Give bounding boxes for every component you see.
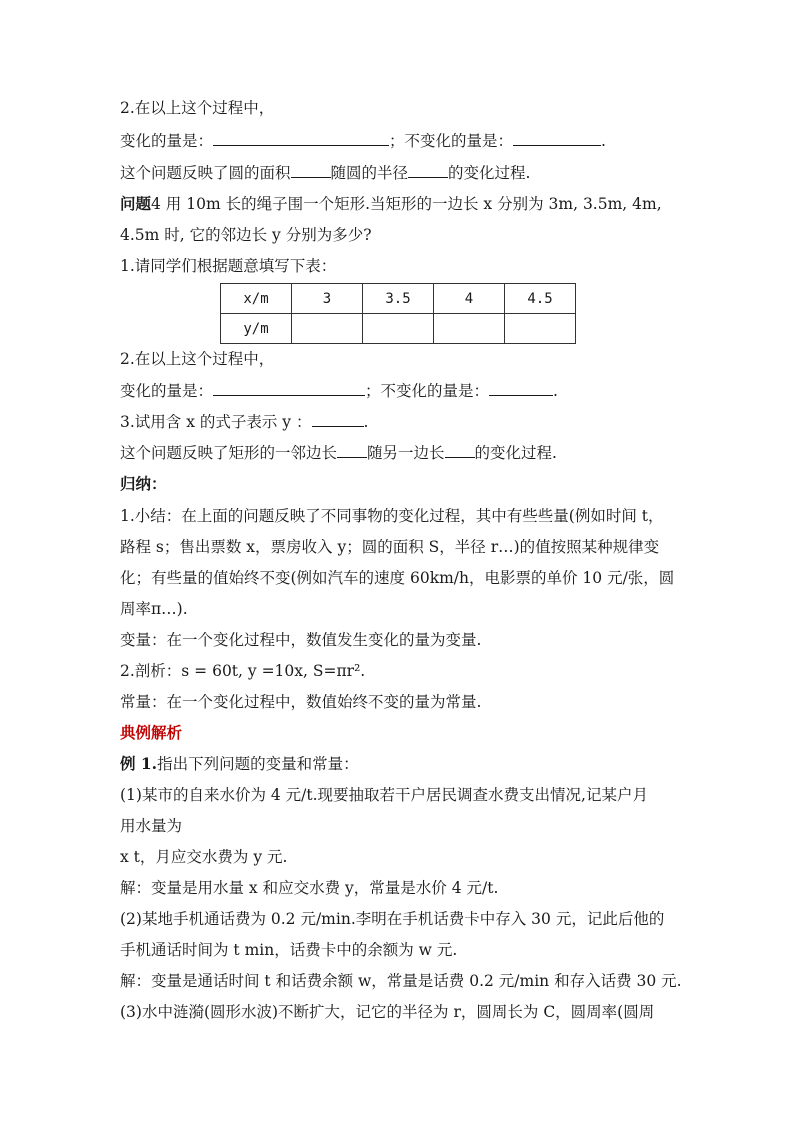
text: 4 用 10m 长的绳子围一个矩形.当矩形的一边长 x 分别为 3m, 3.5m, 4m, bbox=[151, 195, 662, 213]
fill-blank[interactable] bbox=[489, 381, 553, 396]
text-line bbox=[120, 816, 182, 836]
text: (2)某地手机通话费为 0.2 元/min.李明在手机话费卡中存入 30 元，记此后他的 bbox=[120, 910, 665, 928]
fill-blank[interactable] bbox=[312, 412, 364, 427]
table-input-cell[interactable] bbox=[292, 314, 363, 344]
text: 变量：在一个变化过程中，数值发生变化的量为变量. bbox=[120, 631, 482, 649]
text-line bbox=[120, 754, 359, 774]
table-row bbox=[221, 284, 576, 314]
text: 3.试用含 x 的式子表示 y ： bbox=[120, 413, 312, 431]
text: 2.在以上这个过程中， bbox=[120, 350, 275, 368]
fill-blank[interactable] bbox=[513, 131, 601, 146]
text-line bbox=[120, 194, 662, 214]
text-line bbox=[120, 506, 664, 526]
text: 的变化过程. bbox=[448, 164, 531, 182]
text-line bbox=[120, 131, 606, 151]
fill-blank[interactable] bbox=[337, 443, 367, 458]
section-heading bbox=[120, 474, 167, 494]
table-cell: 4 bbox=[434, 284, 505, 314]
fill-blank[interactable] bbox=[213, 131, 389, 146]
text: 变化的量是： bbox=[120, 132, 214, 150]
table-cell: 3 bbox=[292, 284, 363, 314]
text: 手机通话时间为 t min，话费卡中的余额为 w 元. bbox=[120, 941, 458, 959]
fill-blank[interactable] bbox=[408, 163, 448, 178]
text: (1)某市的自来水价为 4 元/t.现要抽取若干户居民调查水费支出情况,记某户月 bbox=[120, 786, 648, 804]
text: . bbox=[553, 382, 558, 400]
table-cell: y/m bbox=[221, 314, 292, 344]
text: 2.在以上这个过程中， bbox=[120, 99, 275, 117]
text-line bbox=[120, 785, 648, 805]
text-line bbox=[120, 909, 664, 929]
text-line bbox=[120, 847, 287, 867]
text: 1.请同学们根据题意填写下表： bbox=[120, 257, 337, 275]
text: 随另一边长 bbox=[367, 444, 445, 462]
text-line bbox=[120, 661, 365, 681]
text-line bbox=[120, 163, 530, 183]
text: x t，月应交水费为 y 元. bbox=[120, 848, 288, 866]
text: 用水量为 bbox=[120, 817, 183, 835]
text: 4.5m 时, 它的邻边长 y 分别为多少? bbox=[120, 226, 372, 244]
text-line bbox=[120, 971, 682, 991]
text-line bbox=[120, 537, 659, 557]
text: 常量：在一个变化过程中，数值始终不变的量为常量. bbox=[120, 693, 482, 711]
text: 化；有些量的值始终不变(例如汽车的速度 60km/h，电影票的单价 10 元/张，圆 bbox=[120, 569, 675, 587]
table-row bbox=[221, 314, 576, 344]
text-line bbox=[120, 381, 558, 401]
example-label: 例 1. bbox=[120, 754, 158, 773]
text-line bbox=[120, 225, 372, 245]
problem-label: 问题 bbox=[120, 194, 152, 213]
fill-blank[interactable] bbox=[213, 381, 365, 396]
table-input-cell[interactable] bbox=[434, 314, 505, 344]
text: 周率π…). bbox=[120, 600, 188, 618]
text-line bbox=[120, 878, 498, 898]
table-input-cell[interactable] bbox=[505, 314, 576, 344]
table-cell: 4.5 bbox=[505, 284, 576, 314]
text: 归纳： bbox=[120, 474, 167, 493]
text: . bbox=[601, 132, 606, 150]
text: 这个问题反映了矩形的一邻边长 bbox=[120, 444, 338, 462]
table-cell: x/m bbox=[221, 284, 292, 314]
text: (3)水中涟漪(圆形水波)不断扩大，记它的半径为 r，圆周长为 C，圆周率(圆周 bbox=[120, 1003, 655, 1021]
text: 随圆的半径 bbox=[330, 164, 409, 182]
text: 解：变量是用水量 x 和应交水费 y，常量是水价 4 元/t. bbox=[120, 879, 499, 897]
text-line bbox=[120, 98, 274, 118]
fill-blank[interactable] bbox=[291, 163, 331, 178]
text: 的变化过程. bbox=[474, 444, 557, 462]
text: . bbox=[363, 413, 369, 431]
table-cell: 3.5 bbox=[363, 284, 434, 314]
text: ；不变化的量是： bbox=[389, 132, 514, 150]
text-line bbox=[120, 630, 481, 650]
value-table bbox=[220, 283, 576, 344]
text: 典例解析 bbox=[120, 723, 183, 742]
text-line bbox=[120, 349, 274, 369]
text: 路程 s；售出票数 x，票房收入 y；圆的面积 S，半径 r…)的值按照某种规律变 bbox=[120, 538, 660, 556]
text-line bbox=[120, 568, 674, 588]
text-line bbox=[120, 940, 457, 960]
text: 2.剖析：s = 60t, y =10x, S=πr². bbox=[120, 662, 366, 680]
text: 解：变量是通话时间 t 和话费余额 w，常量是话费 0.2 元/min 和存入话费 30 元. bbox=[120, 972, 682, 990]
text-line bbox=[120, 692, 481, 712]
text-line bbox=[120, 412, 368, 432]
text: 这个问题反映了圆的面积 bbox=[120, 164, 291, 182]
section-heading bbox=[120, 723, 182, 743]
text: 1.小结：在上面的问题反映了不同事物的变化过程，其中有些些量(例如时间 t， bbox=[120, 507, 664, 525]
text: ；不变化的量是： bbox=[365, 382, 490, 400]
text-line bbox=[120, 256, 336, 276]
text-line bbox=[120, 1002, 654, 1022]
text-line bbox=[120, 599, 188, 619]
text: 变化的量是： bbox=[120, 382, 214, 400]
text: 指出下列问题的变量和常量： bbox=[157, 755, 359, 773]
fill-blank[interactable] bbox=[445, 443, 475, 458]
table-input-cell[interactable] bbox=[363, 314, 434, 344]
text-line bbox=[120, 443, 557, 463]
